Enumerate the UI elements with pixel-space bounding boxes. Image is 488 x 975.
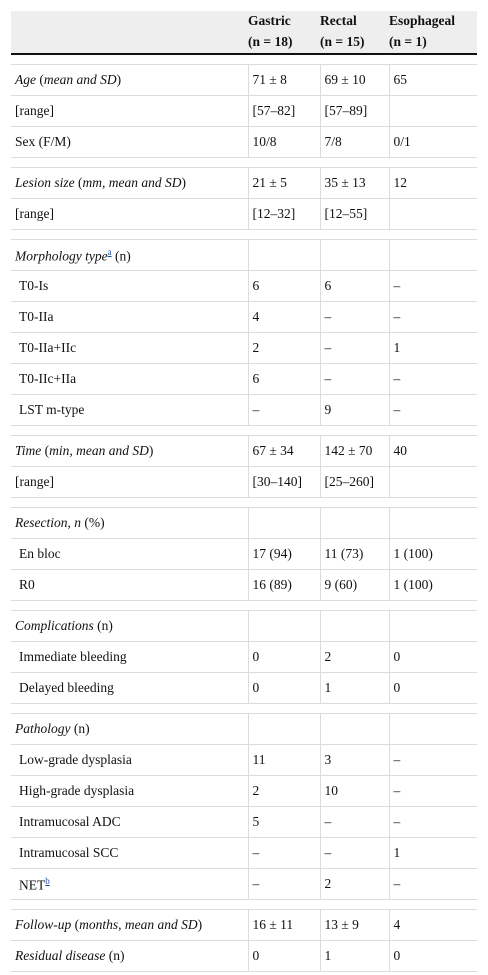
row-label: Time (min, mean and SD) [11,436,248,467]
row-label: [range] [11,96,248,127]
results-table-container [11,11,477,972]
cell-gastric: 16 ± 11 [248,910,320,941]
cell-esophageal: 1 (100) [389,539,477,570]
cell-gastric: 2 [248,776,320,807]
cell-esophageal: – [389,807,477,838]
cell-esophageal: – [389,776,477,807]
cell-gastric: 0 [248,673,320,704]
spacer-row [11,601,477,611]
table-row-en-bloc [11,539,477,570]
cell-esophageal: – [389,869,477,900]
table-row-follow-up [11,910,477,941]
cell-esophageal: 0/1 [389,127,477,158]
cell-rectal: 69 ± 10 [320,65,389,96]
row-label: Sex (F/M) [11,127,248,158]
row-label: R0 [11,570,248,601]
cell-rectal: 6 [320,271,389,302]
cell-gastric: 16 (89) [248,570,320,601]
cell-rectal: [12–55] [320,199,389,230]
spacer-row [11,900,477,910]
cell-rectal: [25–260] [320,467,389,498]
cell-rectal: 9 (60) [320,570,389,601]
cell-gastric: [30–140] [248,467,320,498]
table-row-lesion-range [11,199,477,230]
cell-rectal: 35 ± 13 [320,168,389,199]
section-row-resection [11,508,477,539]
row-label: Immediate bleeding [11,642,248,673]
cell-esophageal: 65 [389,65,477,96]
section-label: Resection, n (%) [11,508,248,539]
cell-gastric: – [248,838,320,869]
cell-rectal: 1 [320,941,389,972]
cell-gastric: 71 ± 8 [248,65,320,96]
cell-rectal: 142 ± 70 [320,436,389,467]
table-row-residual-disease [11,941,477,972]
cell-esophageal: 4 [389,910,477,941]
cell-gastric: – [248,395,320,426]
results-table [11,11,477,972]
spacer-row [11,704,477,714]
row-label: T0-Is [11,271,248,302]
row-label: En bloc [11,539,248,570]
table-row-delayed-bleeding [11,673,477,704]
cell-rectal: 3 [320,745,389,776]
row-label: LST m-type [11,395,248,426]
table-row-sex [11,127,477,158]
cell-esophageal: 1 [389,333,477,364]
cell-gastric: 6 [248,364,320,395]
cell-gastric: 17 (94) [248,539,320,570]
row-label: T0-IIa+IIc [11,333,248,364]
table-row-lesion-size [11,168,477,199]
cell-esophageal: – [389,745,477,776]
cell-rectal: 10 [320,776,389,807]
cell-rectal: – [320,302,389,333]
cell-rectal: [57–89] [320,96,389,127]
cell-gastric: [57–82] [248,96,320,127]
spacer-row [11,230,477,240]
cell-rectal: 13 ± 9 [320,910,389,941]
cell-rectal: 2 [320,642,389,673]
row-label: Residual disease (n) [11,941,248,972]
section-row-complications [11,611,477,642]
row-label: Follow-up (months, mean and SD) [11,910,248,941]
footnote-link-b[interactable]: b [45,875,50,886]
row-label: Intramucosal SCC [11,838,248,869]
table-row-intramucosal-scc [11,838,477,869]
row-label: Low-grade dysplasia [11,745,248,776]
cell-rectal: – [320,838,389,869]
footnote-link-a[interactable]: a [107,246,112,257]
cell-esophageal [389,199,477,230]
cell-gastric: 2 [248,333,320,364]
header-rectal: Rectal (n = 15) [320,11,389,54]
table-row-immediate-bleeding [11,642,477,673]
cell-esophageal: 0 [389,941,477,972]
cell-gastric: 0 [248,642,320,673]
row-label: High-grade dysplasia [11,776,248,807]
row-label: Delayed bleeding [11,673,248,704]
section-label: Morphology type$^a$ (n) [11,240,248,271]
cell-rectal: – [320,807,389,838]
row-label: [range] [11,467,248,498]
row-label: T0-IIa [11,302,248,333]
table-row-age [11,65,477,96]
cell-gastric: – [248,869,320,900]
cell-gastric: 5 [248,807,320,838]
table-row-high-grade-dysplasia [11,776,477,807]
table-row-intramucosal-adc [11,807,477,838]
cell-rectal: 11 (73) [320,539,389,570]
cell-gastric: 4 [248,302,320,333]
cell-esophageal: 1 [389,838,477,869]
cell-gastric: 21 ± 5 [248,168,320,199]
cell-esophageal: 1 (100) [389,570,477,601]
cell-rectal: – [320,333,389,364]
cell-gastric: 6 [248,271,320,302]
cell-gastric: 10/8 [248,127,320,158]
cell-esophageal: 40 [389,436,477,467]
section-row-morphology [11,240,477,271]
table-row-low-grade-dysplasia [11,745,477,776]
section-label: Pathology (n) [11,714,248,745]
table-header [11,11,477,54]
cell-rectal: 7/8 [320,127,389,158]
table-row-r0 [11,570,477,601]
row-label: [range] [11,199,248,230]
header-esophageal: Esophageal (n = 1) [389,11,477,54]
header-empty-cell [11,11,248,54]
cell-rectal: 1 [320,673,389,704]
table-row-age-range [11,96,477,127]
cell-esophageal: – [389,271,477,302]
spacer-row [11,426,477,436]
cell-gastric: 0 [248,941,320,972]
section-row-pathology [11,714,477,745]
row-label: Age (mean and SD) [11,65,248,96]
cell-esophageal: 0 [389,673,477,704]
table-row-t0-iia [11,302,477,333]
cell-esophageal: 0 [389,642,477,673]
row-label: NET$^b$ [11,869,248,900]
cell-rectal: 9 [320,395,389,426]
header-gastric: Gastric (n = 18) [248,11,320,54]
row-label: Intramucosal ADC [11,807,248,838]
cell-gastric: 11 [248,745,320,776]
table-row-t0-is [11,271,477,302]
row-label: T0-IIc+IIa [11,364,248,395]
cell-esophageal [389,467,477,498]
table-row-lst [11,395,477,426]
spacer-row [11,498,477,508]
cell-gastric: [12–32] [248,199,320,230]
cell-esophageal [389,96,477,127]
cell-esophageal: – [389,364,477,395]
cell-rectal: 2 [320,869,389,900]
spacer-row [11,158,477,168]
table-row-t0-iia-iic [11,333,477,364]
cell-rectal: – [320,364,389,395]
section-label: Complications (n) [11,611,248,642]
table-row-time-range [11,467,477,498]
cell-esophageal: 12 [389,168,477,199]
spacer-row [11,54,477,65]
table-row-net [11,869,477,900]
table-row-time [11,436,477,467]
row-label: Lesion size (mm, mean and SD) [11,168,248,199]
table-row-t0-iic-iia [11,364,477,395]
cell-gastric: 67 ± 34 [248,436,320,467]
cell-esophageal: – [389,395,477,426]
cell-esophageal: – [389,302,477,333]
